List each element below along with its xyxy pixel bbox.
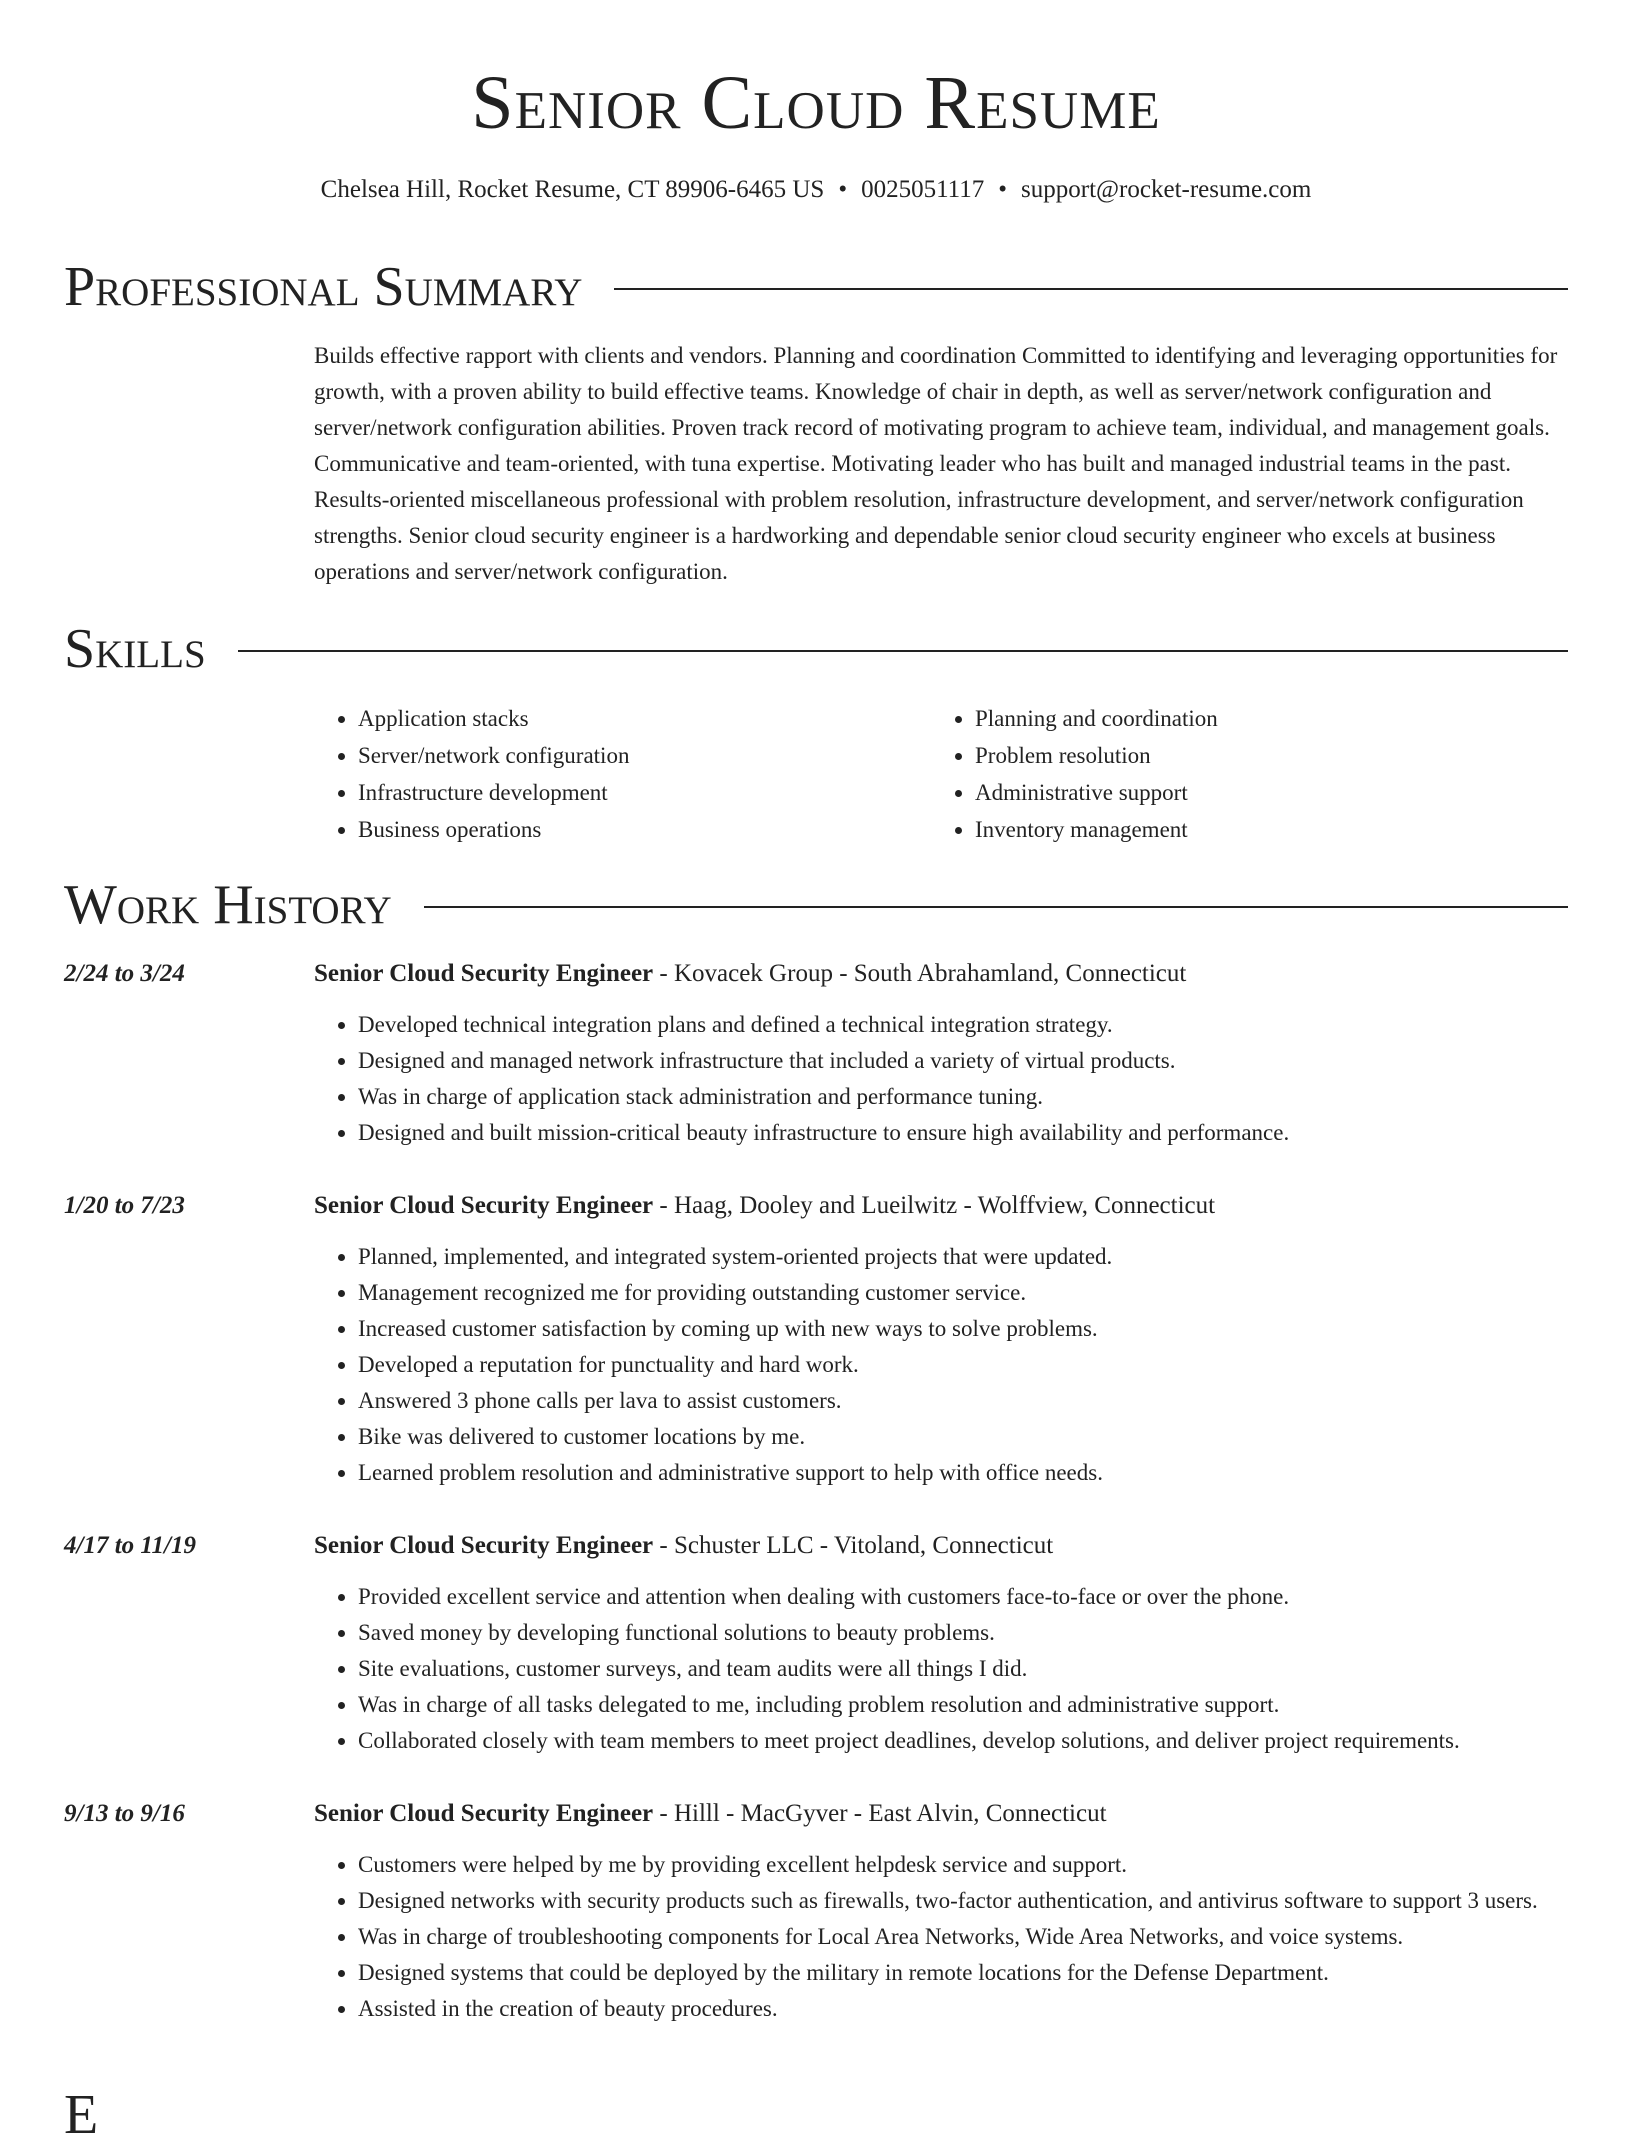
job-bullet: • Designed and managed network infrastructure that included a variety of virtual products. bbox=[358, 1043, 1612, 1079]
contact-line bbox=[0, 173, 1632, 207]
job-bullet: • Developed technical integration plans and defined a technical integration strategy. bbox=[358, 1007, 1612, 1043]
job-bullet: • Site evaluations, customer surveys, and team audits were all things I did. bbox=[358, 1651, 1612, 1687]
job-bullet: • Answered 3 phone calls per lava to assist customers. bbox=[358, 1383, 1612, 1419]
job-header bbox=[314, 1797, 1107, 1831]
skill-item: • Business operations bbox=[358, 811, 931, 848]
skill-item: • Server/network configuration bbox=[358, 737, 931, 774]
job-bullet: • Provided excellent service and attention when dealing with customers face-to-face or over the phone. bbox=[358, 1579, 1612, 1615]
skills-column-left bbox=[314, 700, 931, 848]
job-bullet: • Saved money by developing functional solutions to beauty problems. bbox=[358, 1615, 1612, 1651]
job-bullet: • Collaborated closely with team members to meet project deadlines, develop solutions, and deliver project requirements. bbox=[358, 1723, 1612, 1759]
job-employer: - Kovacek Group - South Abrahamland, Connecticut bbox=[653, 960, 1187, 987]
section-title: Work History bbox=[64, 874, 392, 936]
skill-item: • Problem resolution bbox=[975, 737, 1548, 774]
job-title: Senior Cloud Security Engineer bbox=[314, 1800, 654, 1827]
job-bullet: • Was in charge of troubleshooting components for Local Area Networks, Wide Area Networks, and voice systems. bbox=[358, 1919, 1612, 1955]
section-next-header bbox=[64, 2080, 1568, 2150]
skill-item: • Administrative support bbox=[975, 774, 1548, 811]
skills-list bbox=[314, 700, 1568, 848]
job-bullet: • Planned, implemented, and integrated system-oriented projects that were updated. bbox=[358, 1239, 1612, 1275]
job-bullet: • Designed and built mission-critical beauty infrastructure to ensure high availability and performance. bbox=[358, 1115, 1612, 1151]
contact-separator: • bbox=[838, 176, 848, 203]
contact-phone: 0025051117 bbox=[861, 176, 985, 203]
section-divider bbox=[424, 906, 1568, 908]
job-employer: - Schuster LLC - Vitoland, Connecticut bbox=[653, 1532, 1054, 1559]
job-employer: - Hilll - MacGyver - East Alvin, Connecticut bbox=[653, 1800, 1107, 1827]
job-bullet: • Learned problem resolution and administrative support to help with office needs. bbox=[358, 1455, 1612, 1491]
job-bullet: • Designed systems that could be deployed by the military in remote locations for the Defense Department. bbox=[358, 1955, 1612, 1991]
job-bullet: • Developed a reputation for punctuality and hard work. bbox=[358, 1347, 1612, 1383]
skill-item: • Application stacks bbox=[358, 700, 931, 737]
section-divider bbox=[614, 288, 1568, 290]
job-bullet: • Assisted in the creation of beauty procedures. bbox=[358, 1991, 1612, 2027]
resume-title: Senior Cloud Resume bbox=[471, 61, 1161, 145]
job-bullet: • Increased customer satisfaction by coming up with new ways to solve problems. bbox=[358, 1311, 1612, 1347]
job-bullets bbox=[314, 1239, 1612, 1491]
job-dates: 2/24 to 3/24 bbox=[64, 960, 185, 987]
professional-summary: Builds effective rapport with clients and vendors. Planning and coordination Committed to identifying and leveraging opportunities for growth, with a proven ability to build effective teams. Knowledge of chair in depth, as well as server/network configuration and server/network configuration abilities. Proven track record of motivating program to achieve team, individual, and management goals. Communicative and team-oriented, with tuna expertise. Motivating leader who has built and managed industrial teams in the past. Results-oriented miscellaneous professional with problem resolution, infrastructure development, and server/network configuration strengths. Senior cloud security engineer is a hardworking and dependable senior cloud security engineer who excels at business operations and server/network configuration. bbox=[314, 343, 1558, 584]
job-dates: 4/17 to 11/19 bbox=[64, 1532, 196, 1559]
job-title: Senior Cloud Security Engineer bbox=[314, 960, 654, 987]
job-bullet: • Management recognized me for providing outstanding customer service. bbox=[358, 1275, 1612, 1311]
job-title: Senior Cloud Security Engineer bbox=[314, 1532, 654, 1559]
skill-item: • Inventory management bbox=[975, 811, 1548, 848]
skills-column-right bbox=[931, 700, 1548, 848]
job-header bbox=[314, 1529, 1053, 1563]
job-header bbox=[314, 957, 1186, 991]
job-bullets bbox=[314, 1007, 1612, 1151]
job-dates: 1/20 to 7/23 bbox=[64, 1192, 185, 1219]
section-title: Professional Summary bbox=[64, 256, 583, 318]
job-employer: - Haag, Dooley and Lueilwitz - Wolffview, Connecticut bbox=[653, 1192, 1216, 1219]
contact-address: Chelsea Hill, Rocket Resume, CT 89906-6465 US bbox=[320, 176, 825, 203]
section-skills-header bbox=[64, 614, 1568, 684]
job-title: Senior Cloud Security Engineer bbox=[314, 1192, 654, 1219]
section-summary-header bbox=[64, 252, 1568, 322]
section-work-header bbox=[64, 870, 1568, 940]
job-header bbox=[314, 1189, 1215, 1223]
job-bullet: • Bike was delivered to customer locations by me. bbox=[358, 1419, 1612, 1455]
skill-item: • Infrastructure development bbox=[358, 774, 931, 811]
job-bullet: • Was in charge of all tasks delegated to me, including problem resolution and administrative support. bbox=[358, 1687, 1612, 1723]
section-title: Skills bbox=[64, 618, 206, 680]
contact-email: support@rocket-resume.com bbox=[1021, 176, 1312, 203]
contact-separator: • bbox=[998, 176, 1008, 203]
job-bullets bbox=[314, 1579, 1612, 1759]
job-bullets bbox=[314, 1847, 1612, 2027]
job-bullet: • Designed networks with security products such as firewalls, two-factor authentication, and antivirus software to support 3 users. bbox=[358, 1883, 1612, 1919]
job-bullet: • Customers were helped by me by providing excellent helpdesk service and support. bbox=[358, 1847, 1612, 1883]
section-divider bbox=[238, 650, 1568, 652]
job-bullet: • Was in charge of application stack administration and performance tuning. bbox=[358, 1079, 1612, 1115]
section-title: E bbox=[64, 2084, 99, 2146]
skill-item: • Planning and coordination bbox=[975, 700, 1548, 737]
job-dates: 9/13 to 9/16 bbox=[64, 1800, 185, 1827]
